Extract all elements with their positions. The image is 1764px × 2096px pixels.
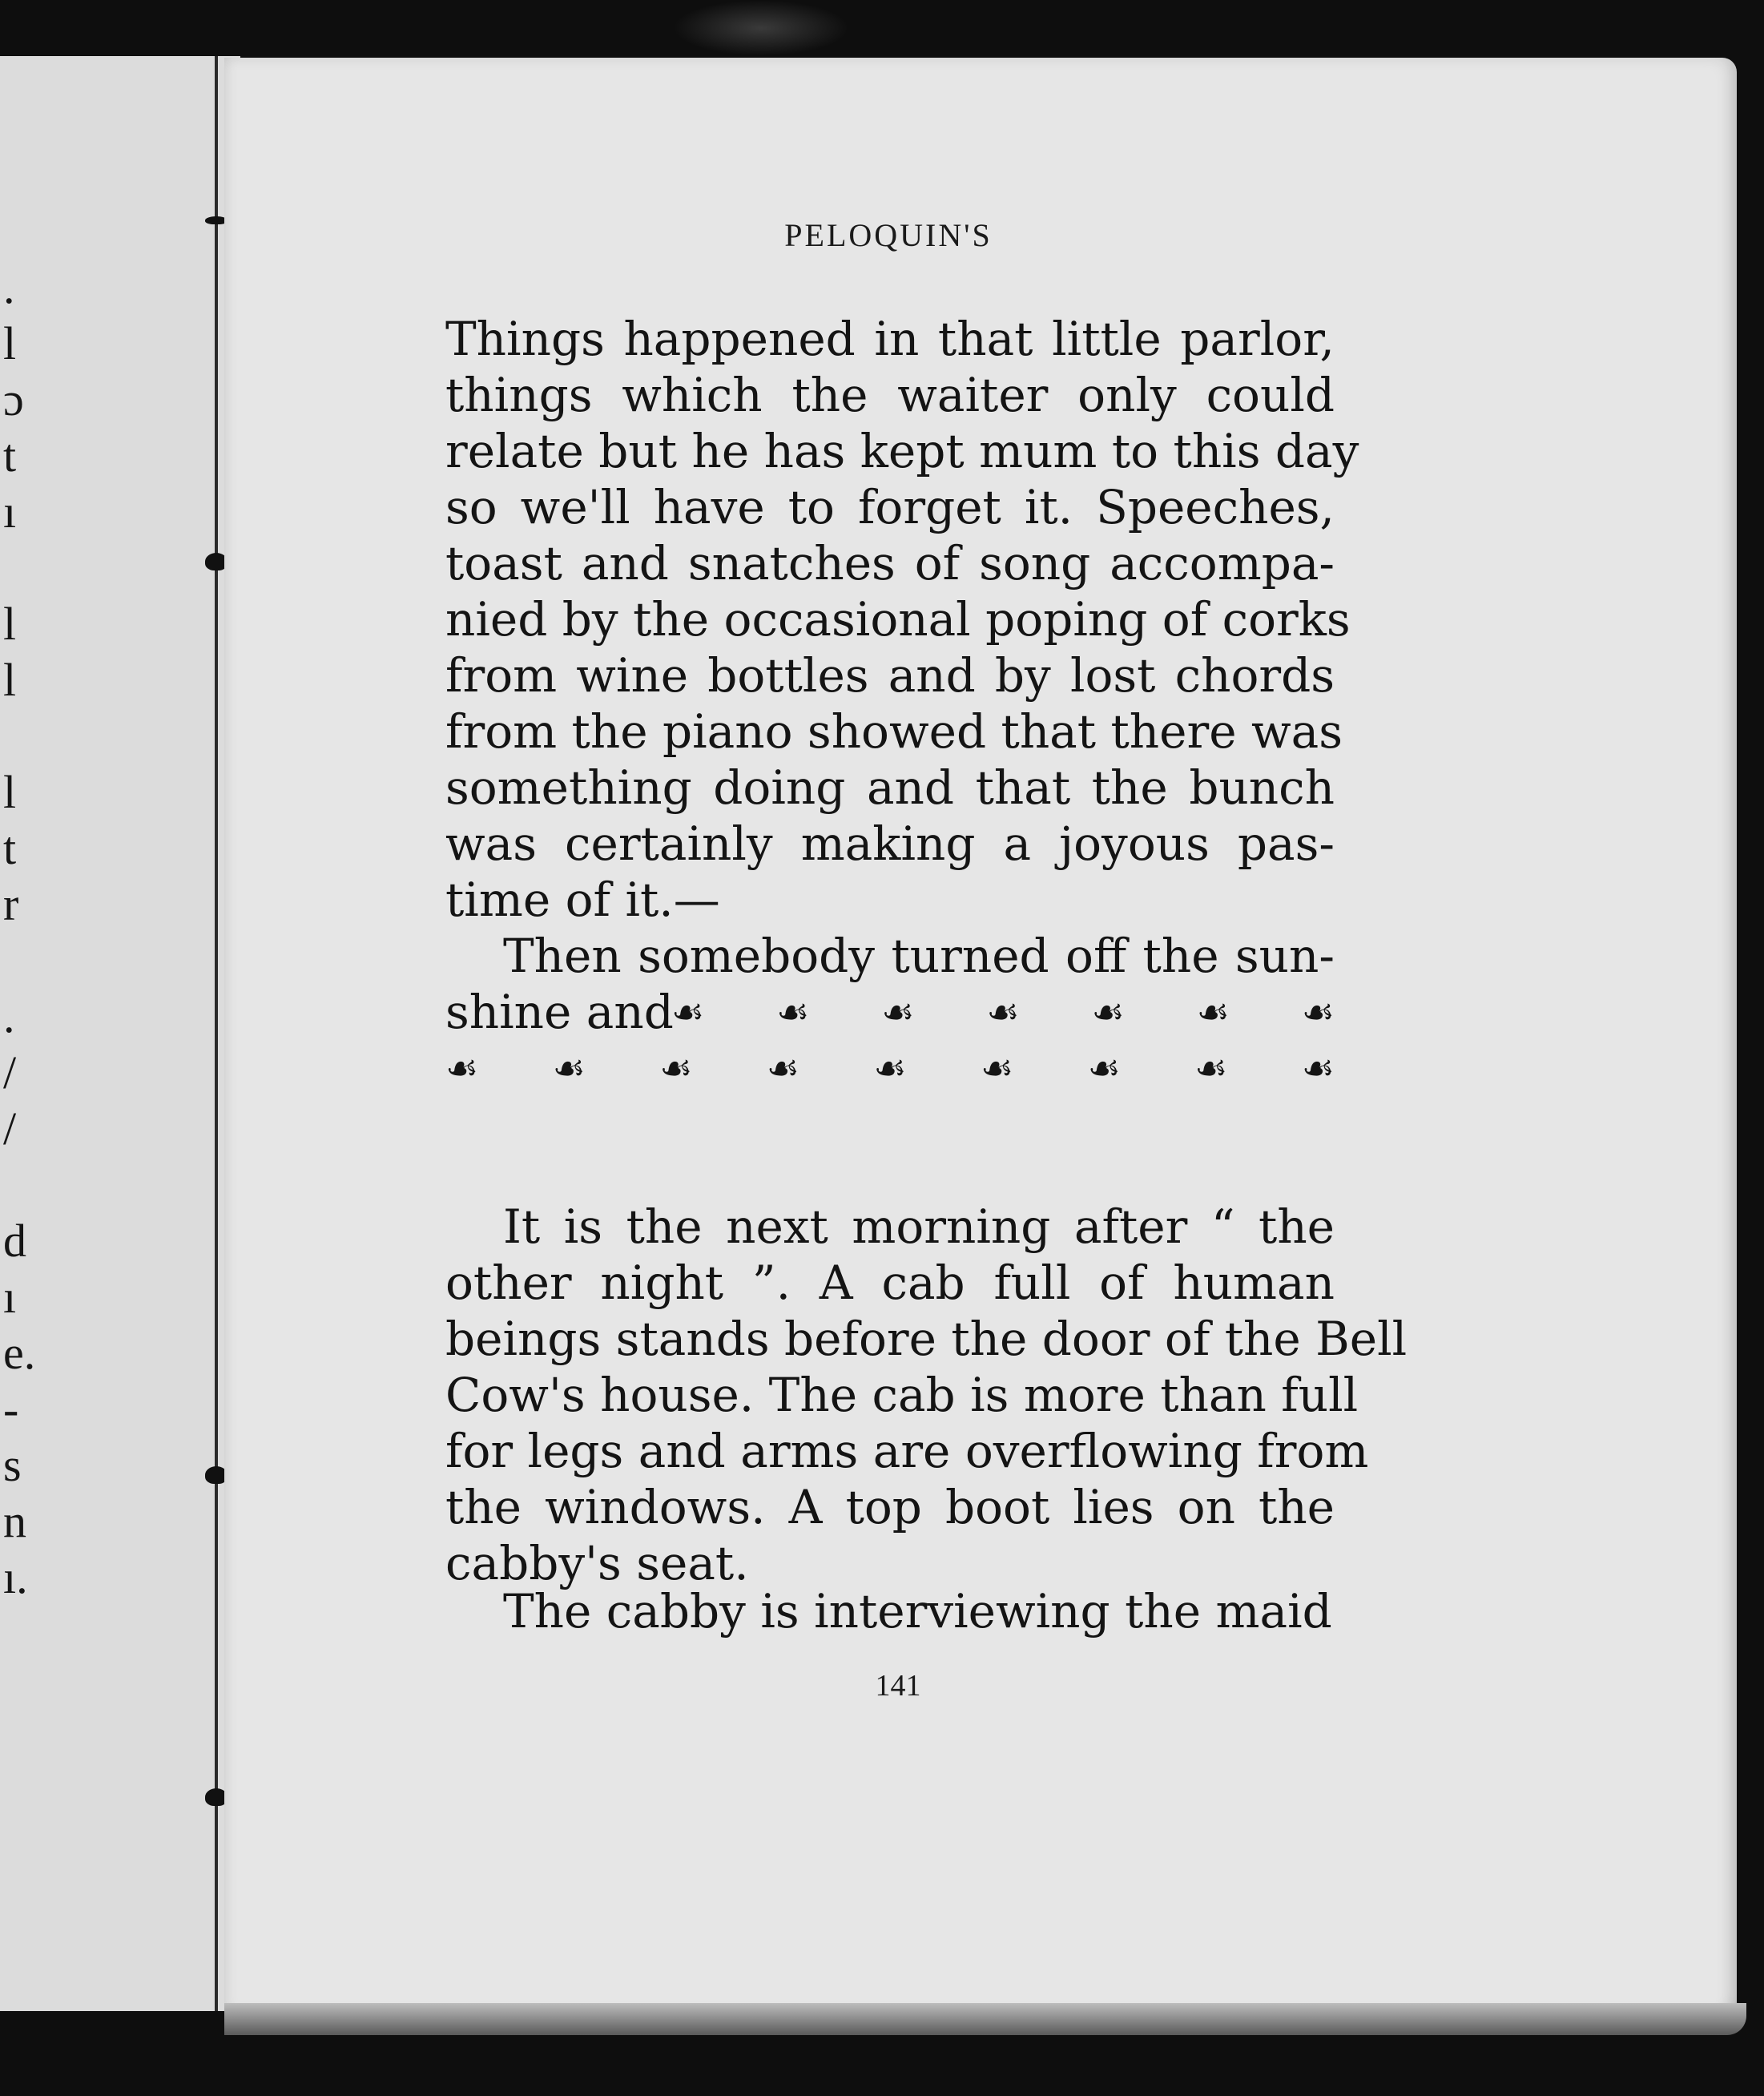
text-line: nied by the occasional poping of corks [445, 592, 1351, 647]
facing-page-fragment: l [3, 766, 17, 818]
fleuron-ornament: ☙ [1301, 1046, 1335, 1090]
facing-page-fragment: l [3, 654, 17, 706]
facing-page-fragment: / [3, 1046, 17, 1098]
facing-page-fragment: d [3, 1215, 26, 1267]
facing-page-fragment: s [3, 1439, 22, 1491]
text-line: from the piano showed that there was [445, 704, 1343, 759]
fleuron-ornament: ☙ [776, 990, 810, 1034]
text-line: was certainly making a joyous pas- [445, 816, 1335, 871]
facing-page-fragment: ɔ [3, 373, 24, 425]
facing-page-fragment: ı [3, 1271, 17, 1323]
text-line: relate but he has kept mum to this day [445, 424, 1359, 478]
fleuron-ornament: ☙ [1091, 990, 1125, 1034]
ornament-row-1 [671, 984, 1335, 1040]
facing-page-fragment: t [3, 429, 17, 482]
text-line: Cow's house. The cab is more than full [445, 1368, 1359, 1422]
fleuron-ornament: ☙ [1196, 990, 1230, 1034]
facing-page-fragment: l [3, 598, 17, 650]
text-line: Things happened in that little parlor, [445, 312, 1335, 366]
facing-page-fragment: ı [3, 486, 17, 538]
fleuron-ornament: ☙ [766, 1046, 800, 1090]
facing-page-fragment: / [3, 1102, 17, 1155]
facing-page-fragment: - [3, 1383, 19, 1435]
text-line: other night ”. A cab full of human [445, 1256, 1335, 1310]
running-head: PELOQUIN'S [784, 217, 993, 253]
page-number: 141 [875, 1669, 921, 1703]
fleuron-ornament: ☙ [1301, 990, 1335, 1034]
facing-page-edge [0, 56, 240, 2011]
text-line: something doing and that the bunch [445, 760, 1335, 815]
text-line: Then somebody turned off the sun- [503, 929, 1335, 983]
fleuron-ornament: ☙ [881, 990, 915, 1034]
text-line: time of it.— [445, 873, 720, 927]
facing-page-fragment: . [3, 261, 15, 313]
fleuron-ornament: ☙ [552, 1046, 586, 1090]
text-line: It is the next morning after “ the [503, 1199, 1335, 1254]
facing-page-fragment: e. [3, 1327, 36, 1379]
text-line: cabby's seat. [445, 1536, 749, 1590]
facing-page-fragment: . [3, 990, 15, 1042]
fleuron-ornament: ☙ [659, 1046, 693, 1090]
text-line: beings stands before the door of the Bell [445, 1312, 1408, 1366]
paragraph-1 [445, 311, 1359, 928]
fleuron-ornament: ☙ [1194, 1046, 1228, 1090]
fleuron-ornament: ☙ [986, 990, 1020, 1034]
paragraph-3 [445, 1199, 1408, 1591]
text-line: from wine bottles and by lost chords [445, 648, 1335, 703]
text-line: toast and snatches of song accompa- [445, 536, 1335, 591]
fleuron-ornament: ☙ [1087, 1046, 1121, 1090]
fleuron-ornament: ☙ [445, 1046, 479, 1090]
page-bottom-edge [224, 2003, 1746, 2035]
scan-blot [673, 0, 849, 56]
text-line: shine and [445, 985, 674, 1039]
gutter-line [215, 56, 218, 2011]
text-line: for legs and arms are overflowing from [445, 1424, 1369, 1478]
ornament-row-2 [445, 1040, 1335, 1096]
facing-page-fragment: ı. [3, 1551, 28, 1603]
text-line: the windows. A top boot lies on the [445, 1480, 1335, 1534]
text-line: things which the waiter only could [445, 368, 1335, 422]
paragraph-4 [445, 1583, 1335, 1639]
fleuron-ornament: ☙ [980, 1046, 1014, 1090]
facing-page-fragment: r [3, 878, 19, 930]
fleuron-ornament: ☙ [873, 1046, 907, 1090]
fleuron-ornament: ☙ [671, 990, 705, 1034]
text-line: so we'll have to forget it. Speeches, [445, 480, 1335, 534]
facing-page-fragment: n [3, 1495, 26, 1547]
text-line: The cabby is interviewing the maid [503, 1584, 1332, 1639]
facing-page-fragment: t [3, 822, 17, 874]
facing-page-fragment: l [3, 317, 17, 369]
